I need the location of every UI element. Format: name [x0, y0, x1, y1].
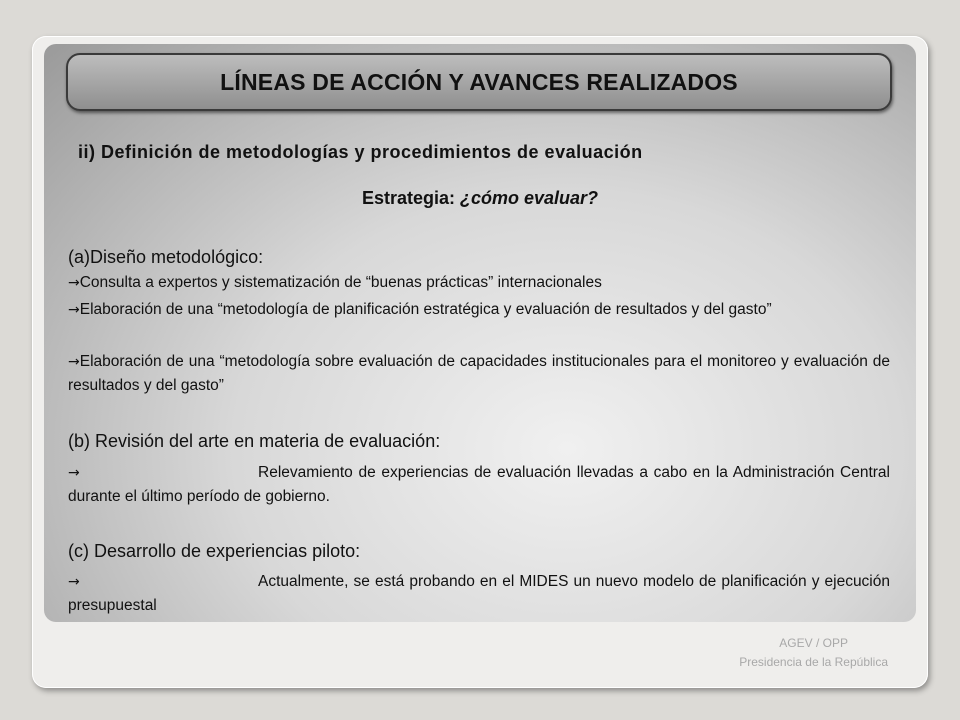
arrow-right-icon: →: [68, 574, 80, 590]
list-item: → Actualmente, se está probando en el MIDES un nuevo modelo de planificación y ejecución presupuestal: [68, 570, 890, 618]
list-item: →Elaboración de una “metodología sobre evaluación de capacidades institucionales para el monitoreo y evaluación de resultados y del gasto”: [68, 353, 890, 394]
list-item: →Elaboración de una “metodología de planificación estratégica y evaluación de resultados y del gasto”: [68, 301, 772, 318]
list-item: →Consulta a expertos y sistematización de “buenas prácticas” internacionales: [68, 274, 602, 291]
arrow-right-icon: →: [68, 354, 80, 370]
footer-credit: [739, 634, 888, 672]
section-c-title: (c) Desarrollo de experiencias piloto:: [68, 541, 361, 561]
list-item: → Relevamiento de experiencias de evaluación llevadas a cabo en la Administración Central durante el último período de gobierno.: [68, 461, 890, 509]
section-heading: ii) Definición de metodologías y procedimientos de evaluación: [78, 142, 643, 162]
strategy-label: Estrategia:: [361, 188, 460, 208]
arrow-right-icon: →: [68, 302, 80, 318]
strategy-question: ¿cómo evaluar?: [460, 188, 599, 208]
strategy-line: [0, 188, 960, 209]
arrow-right-icon: →: [68, 275, 80, 291]
title-banner: [66, 53, 892, 111]
footer-org: AGEV / OPP: [779, 636, 848, 650]
arrow-right-icon: →: [68, 465, 80, 481]
slide-title: LÍNEAS DE ACCIÓN Y AVANCES REALIZADOS: [220, 68, 738, 95]
section-b-title: (b) Revisión del arte en materia de evaluación:: [68, 431, 441, 451]
section-a-title: (a)Diseño metodológico:: [68, 247, 264, 267]
footer-institution: Presidencia de la República: [739, 655, 888, 669]
content-panel: [44, 44, 916, 622]
